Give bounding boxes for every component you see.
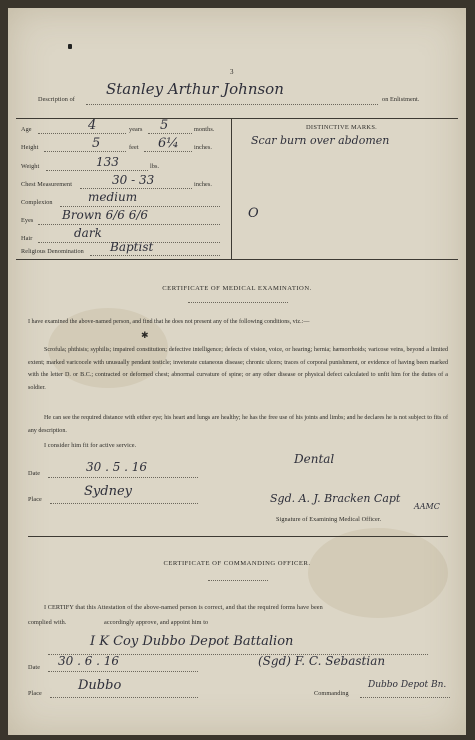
- medical-place: Sydney: [84, 484, 132, 499]
- distinctive-marks-text: Scar burn over abdomen: [251, 134, 390, 147]
- medical-date: 30 . 5 . 16: [86, 460, 148, 474]
- weight-dots: [46, 170, 148, 171]
- commanding-date: 30 . 6 . 16: [58, 654, 120, 668]
- medical-heading: CERTIFICATE OF MEDICAL EXAMINATION.: [162, 285, 312, 292]
- commanding-date-dots: [48, 671, 198, 672]
- box-top-rule: [16, 118, 458, 119]
- circle-mark: O: [248, 206, 259, 221]
- commanding-heading-rule: [208, 580, 268, 581]
- dental-annotation: Dental: [294, 452, 335, 466]
- eyes-value: Brown 6/6 6/6: [62, 208, 149, 222]
- commanding-heading: CERTIFICATE OF COMMANDING OFFICER.: [163, 560, 311, 567]
- height-label: Height: [21, 144, 39, 151]
- height-inches-dots: [144, 151, 192, 152]
- commanding-text-2b: accordingly approve, and appoint him to: [104, 619, 209, 626]
- weight-value: 133: [96, 155, 119, 169]
- complexion-label: Complexion: [21, 199, 53, 206]
- age-years-dots: [38, 133, 126, 134]
- height-inches-value: 6¼: [158, 136, 179, 151]
- hair-value: dark: [74, 226, 102, 240]
- page-number: 3: [230, 68, 234, 76]
- commanding-unit-signature: Dubbo Depot Bn.: [368, 680, 447, 690]
- description-prefix: Description of: [38, 96, 75, 103]
- medical-officer-signature: Sgd. A. J. Bracken Capt: [270, 492, 401, 505]
- medical-intro: I have examined the above-named person, and find that he does not present any of the following conditions, viz.:—: [28, 319, 310, 325]
- age-years-value: 4: [88, 118, 97, 133]
- months-label: months.: [194, 126, 215, 133]
- commanding-label: Commanding: [314, 690, 349, 697]
- eyes-dots: [38, 224, 220, 225]
- commanding-unit-sig-dots: [360, 697, 450, 698]
- religion-label: Religious Denomination: [21, 248, 84, 255]
- medical-place-dots: [50, 503, 198, 504]
- medical-place-label: Place: [28, 496, 42, 503]
- lbs-label: lbs.: [150, 163, 160, 170]
- commanding-signature: (Sgd) F. C. Sebastian: [258, 654, 386, 668]
- medical-date-label: Date: [28, 470, 41, 477]
- commanding-unit: I K Coy Dubbo Depot Battalion: [90, 634, 294, 649]
- inches-label: inches.: [194, 144, 213, 151]
- age-label: Age: [21, 126, 32, 133]
- chest-value: 30 - 33: [112, 173, 155, 187]
- section-divider: [28, 536, 448, 537]
- eyes-label: Eyes: [21, 217, 34, 224]
- chest-inches-label: inches.: [194, 181, 213, 188]
- commanding-text-2a: complied with.: [28, 619, 67, 626]
- weight-label: Weight: [21, 163, 40, 170]
- feet-label: feet: [129, 144, 139, 151]
- recruit-name: Stanley Arthur Johnson: [106, 80, 284, 98]
- complexion-value: medium: [88, 190, 138, 204]
- description-dotted-line: [86, 104, 378, 105]
- description-suffix: on Enlistment.: [382, 96, 420, 103]
- age-months-value: 5: [160, 118, 169, 133]
- asterisk-mark: ✱: [141, 330, 149, 340]
- religion-dots: [90, 255, 220, 256]
- commanding-place-label: Place: [28, 690, 42, 697]
- hair-label: Hair: [21, 235, 33, 242]
- medical-fit: I consider him fit for active service.: [44, 442, 137, 449]
- binding-hole-mark: [68, 44, 72, 49]
- box-bottom-rule: [16, 259, 458, 260]
- medical-conditions: Scrofula; phthisis; syphilis; impaired constitution; defective intelligence; defects of vision, voice, or hearing; hernia; hæmorrhoids; varicose veins, beyond a limited extent; marked varicocele with unusually pendant testicle; inveterate cutaneous disease; chronic ulcers; traces of corporal punishment, or evidence of having been marked with the letter D. or B.C.; contracted or deformed chest; abnormal curvature of spine; or any other disease or physical defect calculated to unfit him for the duties of a soldier.: [28, 347, 448, 391]
- commanding-text-1: I CERTIFY that this Attestation of the above-named person is correct, and that the required forms have been: [44, 604, 323, 611]
- chest-label: Chest Measurement: [21, 181, 73, 188]
- medical-date-dots: [48, 477, 198, 478]
- height-feet-dots: [44, 151, 126, 152]
- chest-dots: [80, 188, 192, 189]
- box-divider: [231, 118, 232, 259]
- commanding-place: Dubbo: [78, 678, 122, 693]
- medical-heading-rule: [188, 302, 288, 303]
- medical-sight: He can see the required distance with either eye; his heart and lungs are healthy; he has the free use of his joints and limbs; and he declares he is not subject to fits of any description.: [28, 415, 448, 434]
- height-feet-value: 5: [92, 136, 101, 151]
- age-months-dots: [148, 133, 192, 134]
- attestation-page: [8, 8, 466, 735]
- commanding-place-dots: [50, 697, 198, 698]
- religion-value: Baptist: [110, 240, 154, 254]
- distinctive-marks-heading: DISTINCTIVE MARKS.: [306, 124, 378, 131]
- years-label: years: [129, 126, 143, 133]
- medical-signature-caption: Signature of Examining Medical Officer.: [276, 516, 382, 523]
- paper-stain: [308, 528, 448, 618]
- commanding-date-label: Date: [28, 664, 41, 671]
- complexion-dots: [60, 206, 220, 207]
- medical-officer-corps: AAMC: [414, 502, 440, 511]
